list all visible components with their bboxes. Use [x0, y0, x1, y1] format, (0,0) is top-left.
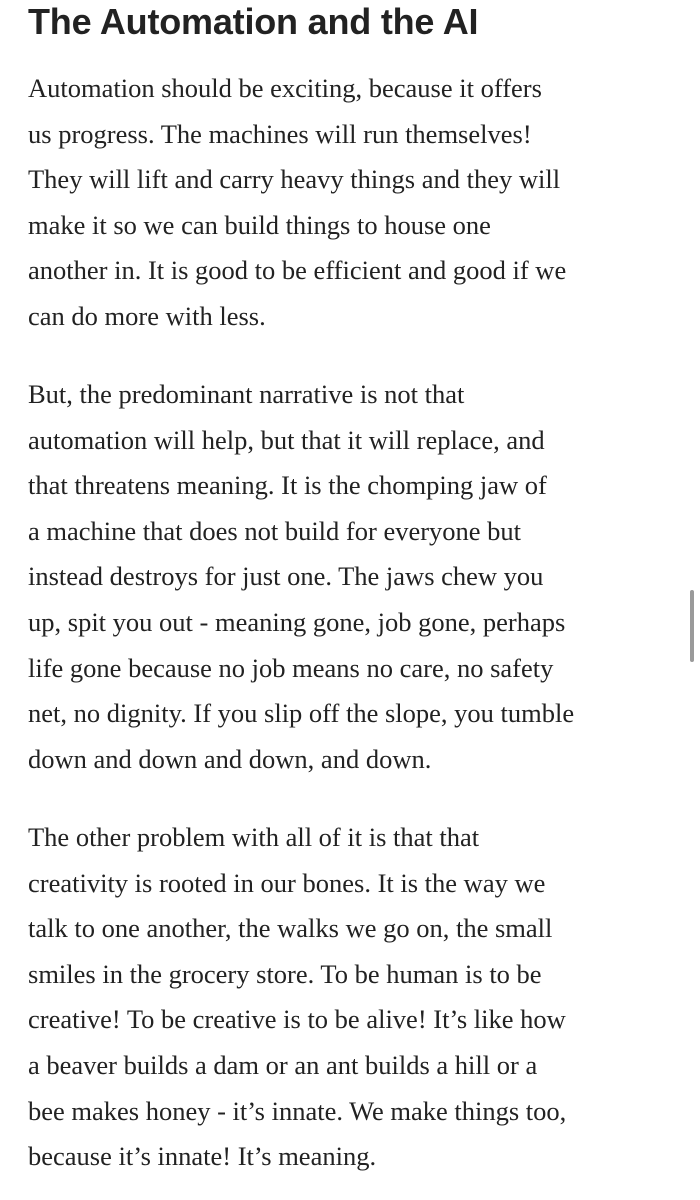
- scrollbar-thumb[interactable]: [690, 590, 694, 662]
- article-paragraph-2: [28, 372, 574, 782]
- paragraph-line: us progress. The machines will run themselves!: [28, 118, 532, 149]
- article-paragraph-1: [28, 66, 566, 340]
- paragraph-line: a beaver builds a dam or an ant builds a hill or a: [28, 1049, 538, 1080]
- paragraph-line: They will lift and carry heavy things and they will: [28, 164, 561, 195]
- paragraph-line: life gone because no job means no care, no safety: [28, 652, 554, 683]
- paragraph-line: But, the predominant narrative is not that: [28, 379, 465, 409]
- paragraph-line: creativity is rooted in our bones. It is the way we: [28, 867, 546, 898]
- paragraph-line: down and down and down, and down.: [28, 743, 432, 774]
- paragraph-line: make it so we can build things to house one: [28, 209, 491, 240]
- article-paragraph-3: [28, 815, 566, 1180]
- paragraph-line: instead destroys for just one. The jaws chew you: [28, 561, 544, 592]
- paragraph-line: another in. It is good to be efficient and good if we: [28, 255, 567, 286]
- paragraph-line: The other problem with all of it is that that: [28, 822, 480, 852]
- paragraph-line: automation will help, but that it will replace, and: [28, 424, 545, 455]
- paragraph-line: creative! To be creative is to be alive! It’s like how: [28, 1004, 566, 1035]
- paragraph-line: smiles in the grocery store. To be human is to be: [28, 958, 542, 989]
- article: [28, 0, 678, 1172]
- paragraph-line: up, spit you out - meaning gone, job gone, perhaps: [28, 606, 566, 637]
- paragraph-line: Automation should be exciting, because it offers: [28, 73, 542, 103]
- paragraph-line: that threatens meaning. It is the chomping jaw of: [28, 470, 547, 501]
- paragraph-line: because it’s innate! It’s meaning.: [28, 1141, 377, 1172]
- paragraph-line: talk to one another, the walks we go on, the small: [28, 913, 553, 944]
- article-title: The Automation and the AI: [28, 1, 479, 42]
- paragraph-line: can do more with less.: [28, 300, 266, 331]
- paragraph-line: a machine that does not build for everyone but: [28, 515, 522, 546]
- paragraph-line: net, no dignity. If you slip off the slope, you tumble: [28, 698, 575, 729]
- paragraph-line: bee makes honey - it’s innate. We make things too,: [28, 1095, 567, 1126]
